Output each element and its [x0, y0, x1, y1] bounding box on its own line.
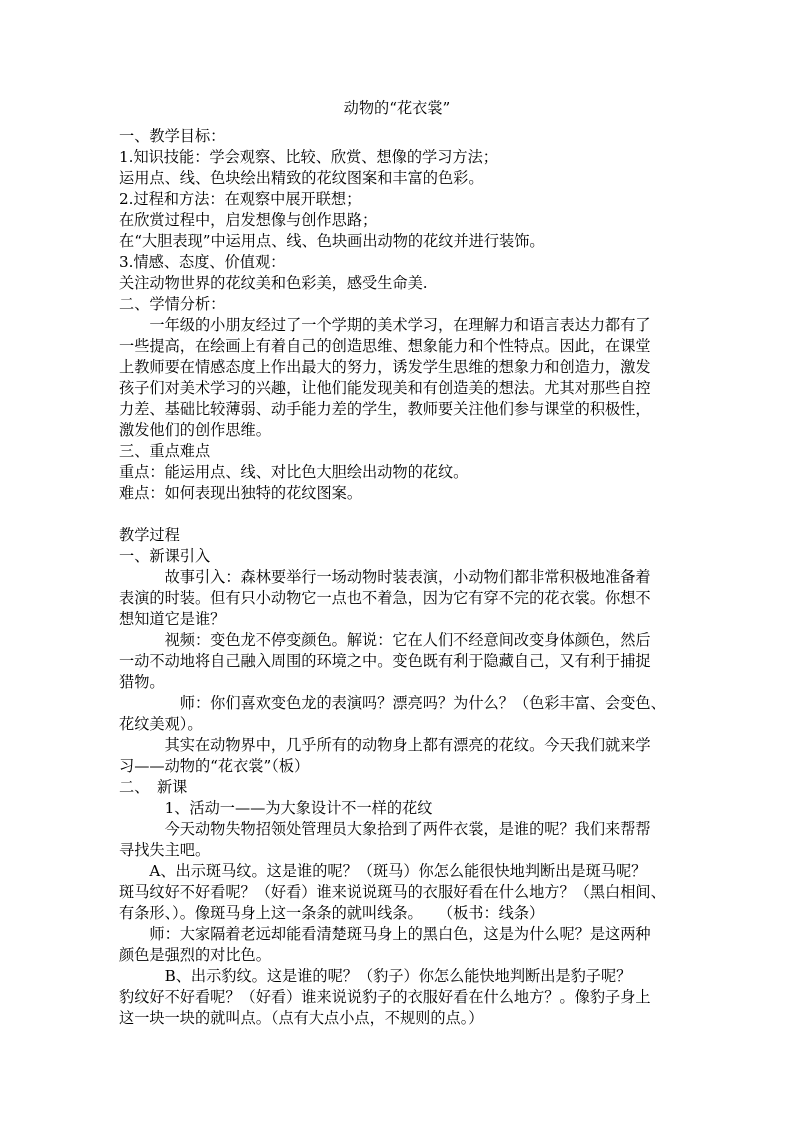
text-line: 教学过程 — [119, 526, 180, 544]
text-line: 一些提高，在绘画上有着自己的创造思维、想象能力和个性特点。因此，在课堂 — [119, 337, 651, 355]
text-line: 颜色是强烈的对比色。 — [119, 946, 271, 964]
text-line: 二、 新课 — [119, 778, 188, 796]
blank-line — [119, 504, 679, 525]
text-line: 这一块一块的就叫点。（点有大点小点，不规则的点。） — [119, 1009, 484, 1027]
text-line: 花纹美观）。 — [119, 715, 203, 733]
text-line: 斑马纹好不好看呢？（好看）谁来说说斑马的衣服好看在什么地方？（黑白相间、 — [119, 883, 666, 901]
text-line: 孩子们对美术学习的兴趣，让他们能发现美和有创造美的想法。尤其对那些自控 — [119, 379, 651, 397]
text-line: 2.过程和方法：在观察中展开联想； — [119, 190, 362, 208]
document-title: 动物的“花衣裳” — [343, 99, 451, 117]
text-line: A、出示斑马纹。这是谁的呢？（斑马）你怎么能很快地判断出是斑马呢？ — [119, 862, 647, 880]
text-line: B、出示豹纹。这是谁的呢？（豹子）你怎么能快地判断出是豹子呢？ — [119, 967, 632, 985]
text-line: 一动不动地将自己融入周围的环境之中。变色既有利于隐藏自己，又有利于捕捉 — [119, 652, 651, 670]
text-line: 猎物。 — [119, 673, 165, 691]
text-line: 在“大胆表现”中运用点、线、色块画出动物的花纹并进行装饰。 — [119, 232, 545, 250]
text-line: 其实在动物界中，几乎所有的动物身上都有漂亮的花纹。今天我们就来学 — [119, 736, 651, 754]
text-line: 习——动物的“花衣裳”（板） — [119, 757, 310, 775]
text-line: 运用点、线、色块绘出精致的花纹图案和丰富的色彩。 — [119, 169, 484, 187]
text-line: 视频：变色龙不停变颜色。解说：它在人们不经意间改变身体颜色，然后 — [119, 631, 651, 649]
document-body — [119, 126, 679, 1029]
text-line: 重点：能运用点、线、对比色大胆绘出动物的花纹。 — [119, 463, 469, 481]
text-line: 三、重点难点 — [119, 442, 211, 460]
text-line: 一、新课引入 — [119, 547, 211, 565]
text-line: 1、活动一——为大象设计不一样的花纹 — [119, 799, 433, 817]
text-line: 一年级的小朋友经过了一个学期的美术学习，在理解力和语言表达力都有了 — [119, 316, 651, 334]
text-line: 上教师要在情感态度上作出最大的努力，诱发学生思维的想象力和创造力，激发 — [119, 358, 651, 376]
text-line: 故事引入：森林要举行一场动物时装表演，小动物们都非常积极地准备着 — [119, 568, 651, 586]
text-line: 寻找失主吧。 — [119, 841, 211, 859]
text-line: 难点：如何表现出独特的花纹图案。 — [119, 484, 362, 502]
text-line: 关注动物世界的花纹美和色彩美，感受生命美. — [119, 274, 428, 292]
text-line: 豹纹好不好看呢？（好看）谁来说说豹子的衣服好看在什么地方？。像豹子身上 — [119, 988, 651, 1006]
text-line: 在欣赏过程中，启发想像与创作思路； — [119, 211, 378, 229]
text-line: 激发他们的创作思维。 — [119, 421, 271, 439]
text-line: 今天动物失物招领处管理员大象拾到了两件衣裳，是谁的呢？我们来帮帮 — [119, 820, 651, 838]
text-line: 师：大家隔着老远却能看清楚斑马身上的黑白色，这是为什么呢？是这两种 — [119, 925, 651, 943]
text-line: 表演的时装。但有只小动物它一点也不着急，因为它有穿不完的花衣裳。你想不 — [119, 589, 651, 607]
text-line: 3.情感、态度、价值观： — [119, 253, 286, 271]
text-line: 力差、基础比较薄弱、动手能力差的学生，教师要关注他们参与课堂的积极性， — [119, 400, 651, 418]
text-line: 有条形、）。像斑马身上这一条条的就叫线条。 （板书：线条） — [119, 904, 545, 922]
text-line: 一、教学目标： — [119, 127, 226, 145]
text-line: 想知道它是谁？ — [119, 610, 226, 628]
text-line: 1.知识技能：学会观察、比较、欣赏、想像的学习方法； — [119, 148, 498, 166]
text-line: 师：你们喜欢变色龙的表演吗？漂亮吗？为什么？（色彩丰富、会变色、 — [119, 694, 666, 712]
text-line: 二、学情分析： — [119, 295, 226, 313]
